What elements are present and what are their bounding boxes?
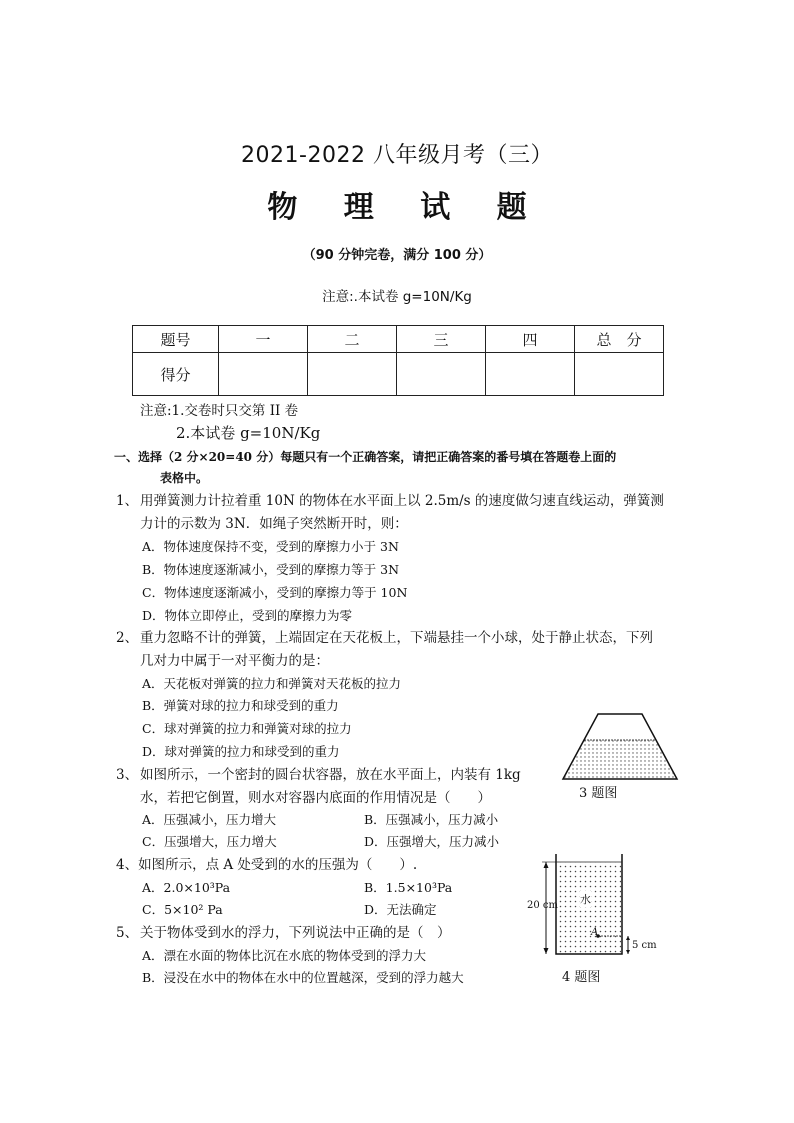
score-table-cell: 一 (219, 326, 308, 353)
score-table-cell: 得分 (133, 353, 219, 396)
question-number: 1、 (116, 493, 139, 509)
figure-label-water: 水 (580, 893, 591, 906)
option-b[interactable]: B．弹簧对球的拉力和球受到的重力 (142, 698, 339, 713)
subject-title: 物 理 试 题 (267, 190, 545, 225)
exam-title: 2021-2022 八年级月考（三） (241, 143, 553, 168)
score-table (132, 325, 664, 396)
question-stem: 重力忽略不计的弹簧，上端固定在天花板上，下端悬挂一个小球，处于静止状态，下列 (140, 630, 653, 646)
score-input-cell[interactable] (219, 353, 308, 396)
option-c[interactable]: C．球对弹簧的拉力和弹簧对球的拉力 (142, 721, 352, 736)
option-b[interactable]: B．物体速度逐渐减小，受到的摩擦力等于 3N (142, 562, 400, 577)
water-fill (557, 862, 621, 953)
question-stem: 力计的示数为 3N．如绳子突然断开时，则： (140, 516, 408, 532)
question-stem: 水，若把它倒置，则水对容器内底面的作用情况是（ ） (140, 790, 491, 806)
section-heading-cont: 表格中。 (160, 471, 209, 485)
score-input-cell[interactable] (486, 353, 575, 396)
score-table-cell: 二 (308, 326, 397, 353)
note-line-1: 注意:1.交卷时只交第 II 卷 (140, 403, 299, 419)
score-table-cell: 四 (486, 326, 575, 353)
figure-label-height: 20 cm (527, 900, 558, 911)
option-d[interactable]: D．无法确定 (364, 902, 437, 917)
option-d[interactable]: D．球对弹簧的拉力和球受到的重力 (142, 744, 340, 759)
option-a[interactable]: A．物体速度保持不变，受到的摩擦力小于 3N (142, 539, 399, 554)
exam-duration-note: （90 分钟完卷，满分 100 分） (302, 248, 492, 263)
score-input-cell[interactable] (308, 353, 397, 396)
score-input-cell[interactable] (397, 353, 486, 396)
option-c[interactable]: C．物体速度逐渐减小，受到的摩擦力等于 10N (142, 585, 408, 600)
section-heading: 一、选择（2 分×20=40 分）每题只有一个正确答案，请把正确答案的番号填在答题卷上面的 (114, 450, 617, 464)
option-c[interactable]: C．压强增大，压力增大 (142, 834, 277, 849)
question-stem: 如图所示，一个密封的圆台状容器，放在水平面上，内装有 1kg (140, 767, 521, 783)
option-a[interactable]: A．天花板对弹簧的拉力和弹簧对天花板的拉力 (142, 676, 402, 691)
figure-caption: 3 题图 (579, 786, 618, 801)
option-a[interactable]: A．2.0×10³Pa (142, 880, 231, 895)
question-number: 5、 (116, 925, 139, 941)
question-stem: 关于物体受到水的浮力，下列说法中正确的是（ ） (140, 925, 451, 941)
option-b[interactable]: B．浸没在水中的物体在水中的位置越深，受到的浮力越大 (142, 970, 464, 985)
option-b[interactable]: B．1.5×10³Pa (364, 880, 453, 895)
option-b[interactable]: B．压强减小，压力减小 (364, 812, 499, 827)
question-stem: 几对力中属于一对平衡力的是： (140, 653, 329, 669)
score-table-header-row (133, 326, 664, 353)
note-line-2: 2.本试卷 g=10N/Kg (176, 424, 321, 442)
option-a[interactable]: A．压强减小，压力增大 (142, 812, 277, 827)
score-input-cell[interactable] (575, 353, 664, 396)
option-d[interactable]: D．物体立即停止，受到的摩擦力为零 (142, 608, 353, 623)
score-table-cell: 总 分 (575, 326, 664, 353)
score-table-cell: 题号 (133, 326, 219, 353)
option-c[interactable]: C．5×10² Pa (142, 902, 223, 917)
question-stem: 4、如图所示，点 A 处受到的水的压强为（ ）. (116, 857, 418, 873)
question-number: 3、 (116, 767, 139, 783)
frustum-container-figure (560, 700, 680, 782)
score-table-score-row (133, 353, 664, 396)
score-table-cell: 三 (397, 326, 486, 353)
figure-label-depth: 5 cm (632, 940, 657, 951)
question-number: 2、 (116, 630, 139, 646)
figure-label-point: A (591, 927, 599, 938)
figure-caption: 4 题图 (562, 970, 601, 985)
option-d[interactable]: D．压强增大，压力减小 (364, 834, 500, 849)
gravity-note: 注意:.本试卷 g=10N/Kg (322, 289, 472, 305)
question-stem: 用弹簧测力计拉着重 10N 的物体在水平面上以 2.5m/s 的速度做匀速直线运动，弹簧测 (140, 493, 664, 509)
option-a[interactable]: A．漂在水面的物体比沉在水底的物体受到的浮力大 (142, 948, 427, 963)
